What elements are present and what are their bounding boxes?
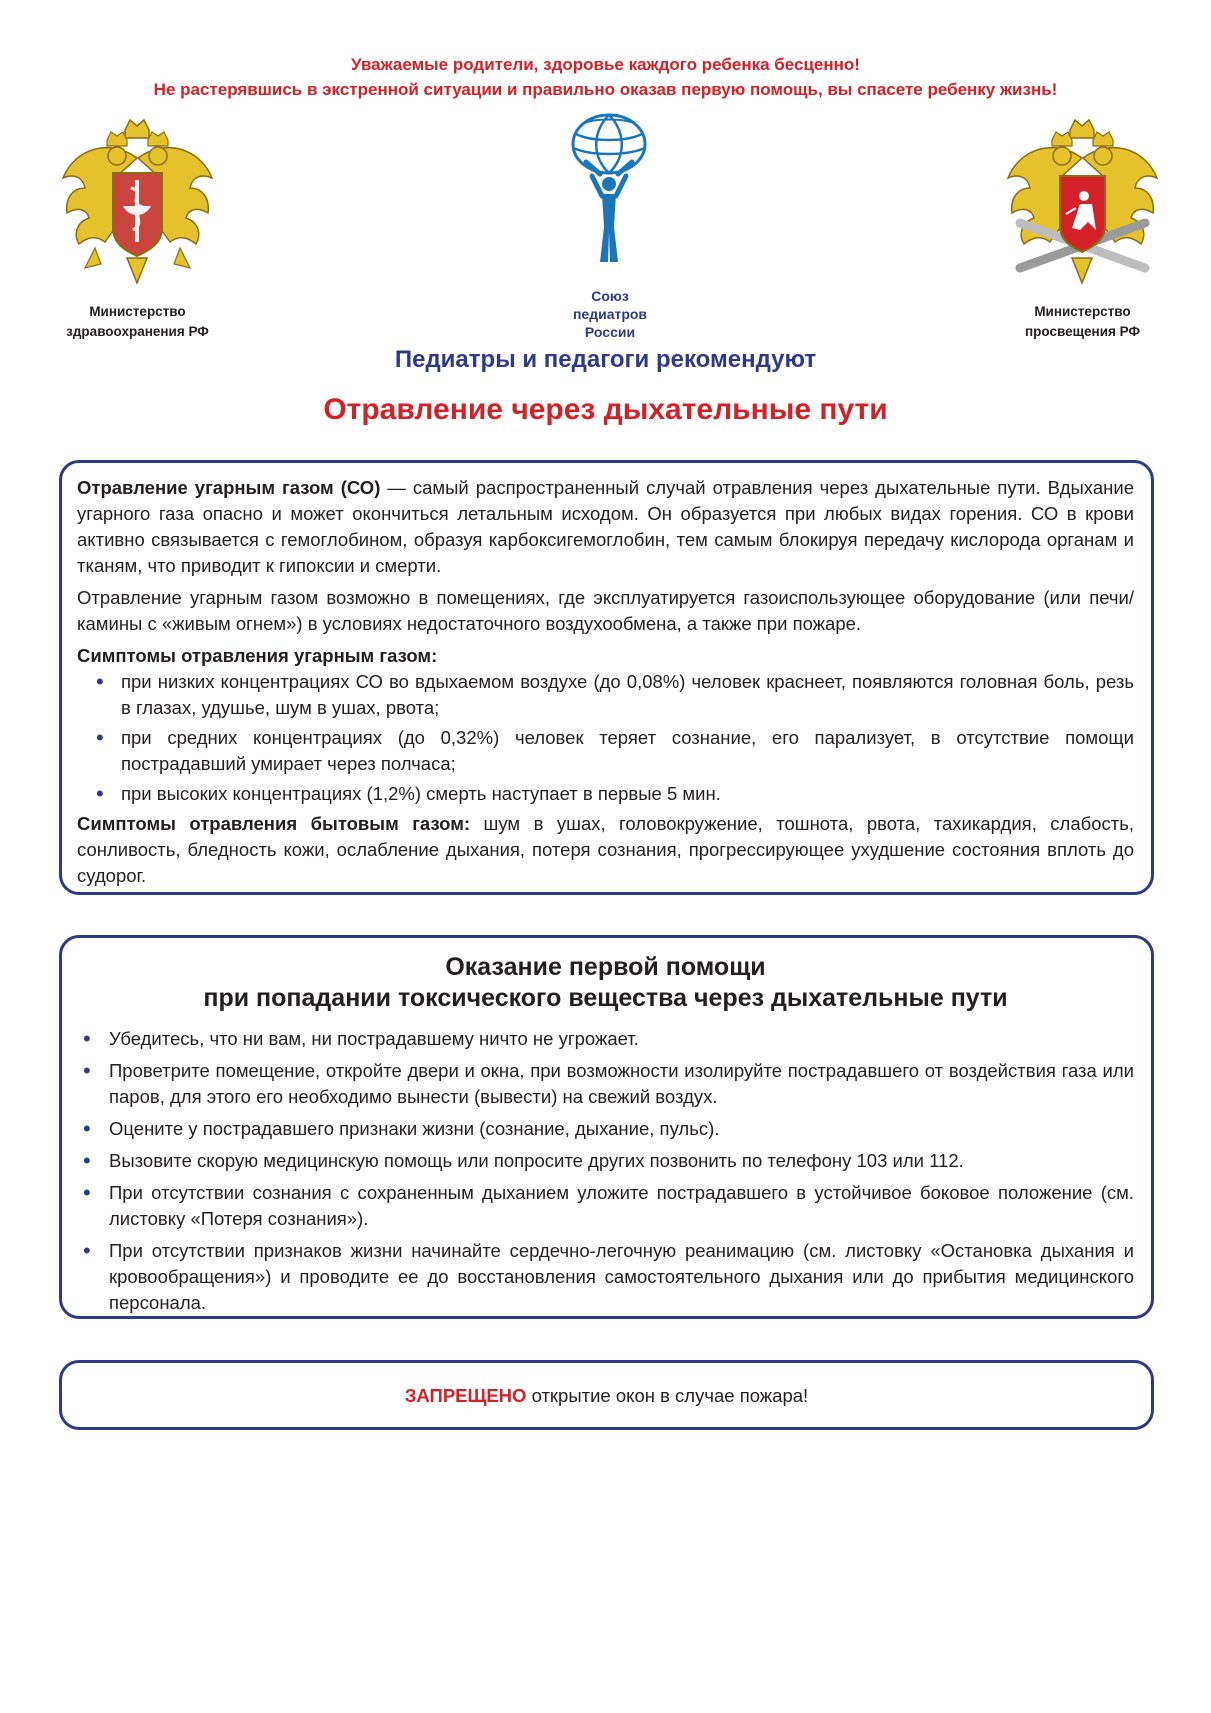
co-poisoning-description: — самый распространенный случай отравления через дыхательные пути. Вдыхание угарного газа опасно и может окончиться летальным исходом. Он образуется при любых видах горения. СО в крови активно связывается с гемоглобином, образуя карбоксигемоглобин, тем самым блокируя передачу кислорода органам и тканям, что приводит к гипоксии и смерти. [77,477,1134,576]
top-appeal [0,52,1211,102]
first-aid-steps-list [77,1026,1134,1316]
first-aid-title [77,952,1134,1014]
list-item: • при высоких концентрациях (1,2%) смерть наступает в первые 5 мин. [121,781,1134,807]
symptoms-co-list [77,669,1134,807]
union-of-pediatricians-logo-icon [562,112,657,282]
ministry-health-line1: Министерство [89,304,186,319]
first-aid-title-line2: при попадании токсического вещества через дыхательные пути [203,984,1008,1012]
union-of-pediatricians-caption [545,287,675,341]
warning-prohibited: ЗАПРЕЩЕНО [404,1385,527,1406]
recommend-heading: Педиатры и педагоги рекомендуют [394,346,817,373]
list-item: • При отсутствии сознания с сохраненным дыханием уложите пострадавшего в устойчивое боковое положение (см. листовку «Потеря сознания»). [109,1180,1134,1232]
info-box [59,460,1154,895]
list-item: • Проветрите помещение, откройте двери и окна, при возможности изолируйте пострадавшего от воздействия газа или паров, для этого его необходимо вынести (вывести) на свежий воздух. [109,1058,1134,1110]
symptoms-gas-paragraph [77,811,1134,889]
list-item: • Убедитесь, что ни вам, ни пострадавшему ничто не угрожает. [109,1026,1134,1052]
warning-box [59,1360,1154,1430]
symptoms-gas-heading: Симптомы отравления бытовым газом: [77,813,471,834]
first-aid-title-line1: Оказание первой помощи [445,953,766,981]
ministry-health-line2: здравоохранения РФ [66,324,209,339]
list-item: • Вызовите скорую медицинскую помощь или попросите других позвонить по телефону 103 или 112. [109,1148,1134,1174]
page-title: Отравление через дыхательные пути [323,393,888,426]
ministry-of-education-emblem-icon [1000,118,1165,293]
ministry-education-line1: Министерство [1034,304,1131,319]
symptoms-co-heading: Симптомы отравления угарным газом: [77,645,438,666]
union-line3: России [584,324,636,340]
union-line2: педиатров [572,306,648,322]
list-item: • при средних концентрациях (до 0,32%) человек теряет сознание, его парализует, в отсутствие помощи пострадавший умирает через полчаса; [121,725,1134,777]
ministry-of-health-emblem-icon [55,118,220,293]
appeal-line-2: Не растерявшись в экстренной ситуации и правильно оказав первую помощь, вы спасете ребенку жизнь! [153,80,1058,99]
list-item: • при низких концентрациях СО во вдыхаемом воздухе (до 0,08%) человек краснеет, появляются головная боль, резь в глазах, удушье, шум в ушах, рвота; [121,669,1134,721]
list-item: • Оцените у пострадавшего признаки жизни (сознание, дыхание, пульс). [109,1116,1134,1142]
co-poisoning-term: Отравление угарным газом (СО) [77,477,381,498]
list-item: • При отсутствии признаков жизни начинайте сердечно-легочную реанимацию (см. листовку «Остановка дыхания и кровообращения») и проводите ее до восстановления самостоятельного дыхания или до прибытия медицинского персонала. [109,1238,1134,1316]
symptoms-gas-text: шум в ушах, головокружение, тошнота, рвота, тахикардия, слабость, сонливость, бледность кожи, ослабление дыхания, потеря сознания, прогрессирующее ухудшение состояния вплоть до судорог. [77,813,1134,886]
info-paragraph-1 [77,475,1134,579]
appeal-line-1: Уважаемые родители, здоровье каждого ребенка бесценно! [351,55,860,74]
info-paragraph-2: Отравление угарным газом возможно в помещениях, где эксплуатируется газоиспользующее оборудование (или печи/камины с «живым огнем») в условиях недостаточного воздухообмена, а также при пожаре. [77,587,1134,634]
warning-text [62,1385,1151,1407]
ministry-education-line2: просвещения РФ [1025,324,1140,339]
ministry-of-education-caption [985,302,1180,342]
union-line1: Союз [591,288,629,304]
warning-message: открытие окон в случае пожара! [526,1385,809,1406]
ministry-of-health-caption [40,302,235,342]
first-aid-box [59,935,1154,1319]
